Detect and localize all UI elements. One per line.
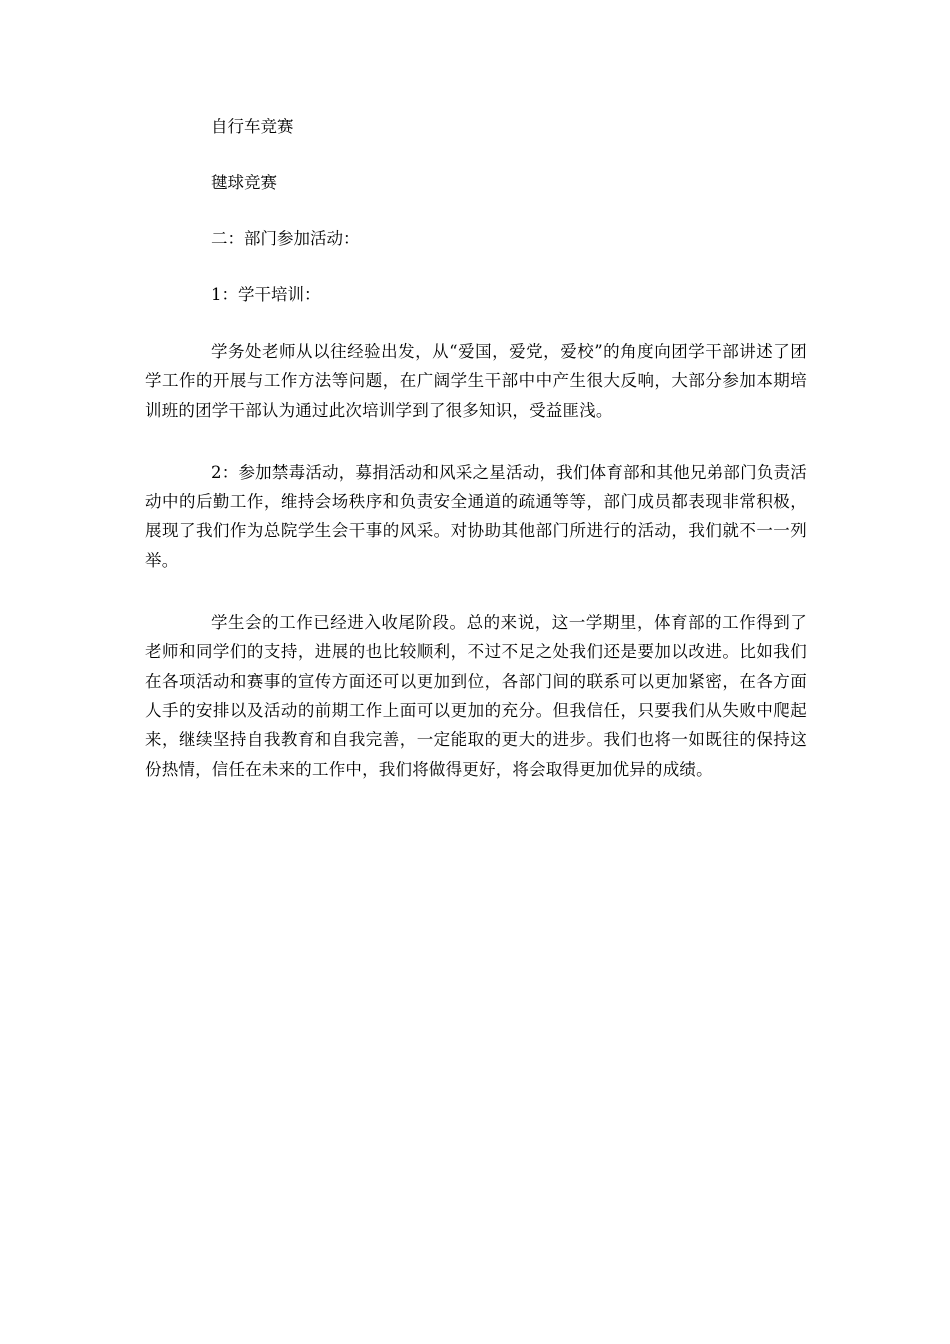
section-heading-department-activities: 二：部门参加活动： (211, 229, 360, 248)
subheading-cadre-training: 1：学干培训： (211, 285, 321, 304)
paragraph-activities: 2：参加禁毒活动，募捐活动和风采之星活动，我们体育部和其他兄弟部门负责活动中的后勤工作，维持会场秩序和负责安全通道的疏通等等，部门成员都表现非常积极，展现了我们作为总院学生会干事的风采。对协助其他部门所进行的活动，我们就不一一列举。 (145, 462, 807, 570)
document-body (145, 113, 807, 784)
item-shuttlecock-race: 毽球竞赛 (211, 173, 277, 192)
paragraph-summary: 学生会的工作已经进入收尾阶段。总的来说，这一学期里，体育部的工作得到了老师和同学们的支持，进展的也比较顺利，不过不足之处我们还是要加以改进。比如我们在各项活动和赛事的宣传方面还可以更加到位，各部门间的联系可以更加紧密，在各方面人手的安排以及活动的前期工作上面可以更加的充分。但我信任，只要我们从失败中爬起来，继续坚持自我教育和自我完善，一定能取的更大的进步。我们也将一如既往的保持这份热情，信任在未来的工作中，我们将做得更好，将会取得更加优异的成绩。 (145, 613, 807, 779)
item-bicycle-race: 自行车竞赛 (211, 117, 294, 136)
paragraph-training: 学务处老师从以往经验出发，从“爱国，爱党，爱校”的角度向团学干部讲述了团学工作的开展与工作方法等问题，在广阔学生干部中中产生很大反响，大部分参加本期培训班的团学干部认为通过此次培训学到了很多知识，受益匪浅。 (145, 342, 807, 420)
